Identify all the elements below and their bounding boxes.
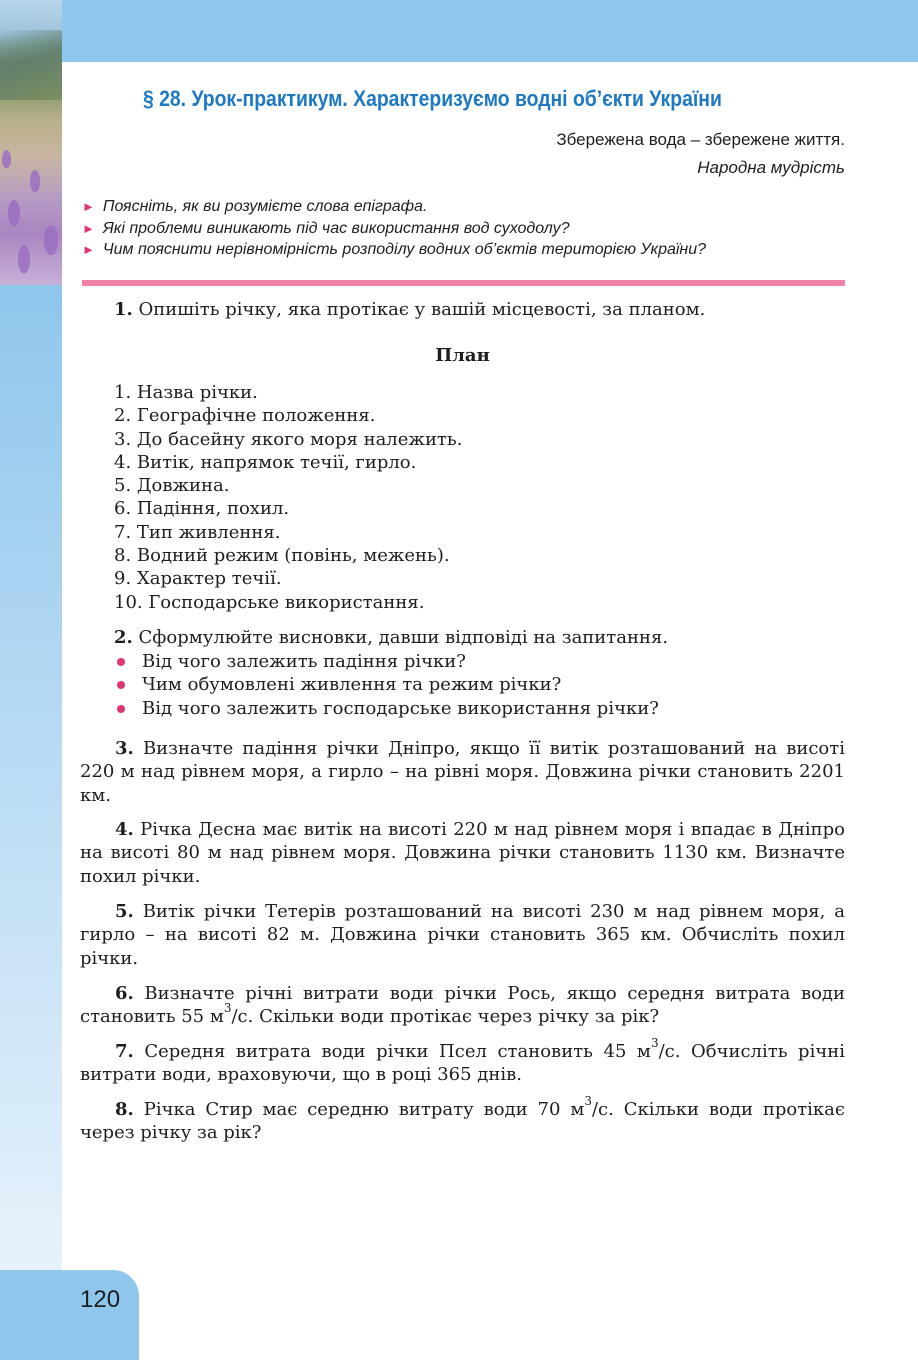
- task-5: [80, 900, 845, 970]
- side-band: [0, 285, 62, 1270]
- plan-list: [114, 381, 462, 614]
- task-number: 7.: [115, 1041, 134, 1062]
- task-number: 1.: [114, 299, 133, 320]
- superscript: 3: [223, 1001, 232, 1016]
- task-text: Середня витрата води річки Псел становить 45 м: [144, 1041, 651, 1062]
- mountain-image: [0, 30, 62, 100]
- task-1: [114, 298, 845, 321]
- question-item: ► Чим пояснити нерівномірність розподілу водних об’єктів територією України?: [82, 241, 707, 258]
- task-8: [80, 1094, 845, 1145]
- task-text: Сформулюйте висновки, давши відповіді на запитання.: [138, 627, 669, 648]
- plan-item: 10. Господарське використання.: [114, 591, 425, 613]
- plan-item: 7. Тип живлення.: [114, 521, 281, 543]
- plan-title: План: [435, 345, 490, 366]
- plan-item: 1. Назва річки.: [114, 382, 258, 403]
- intro-questions: [82, 196, 706, 261]
- question-item: ► Які проблеми виникають під час використання вод суходолу?: [82, 219, 570, 237]
- task-number: 5.: [115, 901, 134, 922]
- task-text: Витік річки Тетерів розташований на висоті 230 м над рівнем моря, а гирло – на висоті 82 м. Довжина річки становить 365 км. Обчисліть похил річки.: [80, 901, 845, 969]
- plan-item: 3. До басейну якого моря належить.: [114, 428, 463, 450]
- task-text: /с. Скільки води протікає через річку за рік?: [231, 1006, 660, 1028]
- task-4: [80, 818, 845, 888]
- plan-item: 9. Характер течії.: [114, 568, 282, 590]
- triangle-arrow-icon: ►: [82, 242, 95, 257]
- task-3: [80, 737, 845, 807]
- task-number: 6.: [115, 983, 134, 1004]
- task-7: [80, 1036, 845, 1087]
- bullet-item: Від чого залежить господарське використання річки?: [114, 697, 659, 720]
- crocus-flower: [8, 200, 20, 226]
- task-text: /с. Обчисліть річні витрати води, враховуючи, що в році 365 днів.: [80, 1041, 845, 1086]
- triangle-arrow-icon: ►: [82, 220, 95, 236]
- bullet-dot-icon: [117, 681, 125, 689]
- divider: [82, 280, 845, 286]
- task-text: Визначте річні витрати води річки Рось, якщо середня витрата води становить 55 м: [80, 983, 845, 1028]
- page-number-box: [0, 1270, 139, 1360]
- task-text: /с. Скільки води протікає через річку за рік?: [80, 1099, 845, 1144]
- plan-item: 5. Довжина.: [114, 475, 230, 497]
- superscript: 3: [650, 1036, 659, 1050]
- epigraph: Збережена вода – збережене життя.: [556, 130, 845, 149]
- task-number: 3.: [115, 738, 134, 759]
- task-number: 4.: [115, 819, 134, 840]
- epigraph-source: Народна мудрість: [697, 158, 845, 177]
- bullet-item: Чим обумовлені живлення та режим річки?: [114, 673, 659, 696]
- bullet-list: [114, 650, 659, 720]
- question-item: ► Поясніть, як ви розумієте слова епіграфа.: [82, 198, 428, 215]
- task-number: 8.: [115, 1099, 134, 1120]
- task-2: [114, 626, 845, 649]
- landscape-photo: [0, 0, 62, 285]
- plan-item: 8. Водний режим (повінь, межень).: [114, 545, 450, 567]
- plan-item: 2. Географічне положення.: [114, 405, 376, 427]
- header-band: [0, 0, 918, 62]
- plan-item: 4. Витік, напрямок течії, гирло.: [114, 451, 417, 473]
- plan-item: 6. Падіння, похил.: [114, 498, 290, 520]
- crocus-flower: [2, 150, 11, 168]
- crocus-flower: [30, 170, 40, 192]
- task-text: Визначте падіння річки Дніпро, якщо її витік розташований на висоті 220 м над рівнем моря, а гирло – на рівні моря. Довжина річки становить 2201 км.: [80, 738, 845, 806]
- task-text: Опишіть річку, яка протікає у вашій місцевості, за планом.: [138, 299, 706, 320]
- crocus-flower: [44, 225, 58, 255]
- task-number: 2.: [114, 627, 133, 648]
- crocus-flower: [18, 245, 30, 273]
- bullet-dot-icon: [117, 705, 125, 713]
- superscript: 3: [584, 1094, 592, 1108]
- task-text: Річка Десна має витік на висоті 220 м над рівнем моря і впадає в Дніпро на висоті 80 м над рівнем моря. Довжина річки становить 1130 км. Визначте похил річки.: [80, 819, 845, 887]
- task-text: Річка Стир має середню витрату води 70 м: [143, 1099, 585, 1120]
- triangle-arrow-icon: ►: [82, 199, 95, 214]
- section-title: § 28. Урок-практикум. Характеризуємо водні об’єкти України: [143, 86, 722, 111]
- bullet-item: Від чого залежить падіння річки?: [114, 650, 659, 673]
- page-number: 120: [80, 1286, 121, 1313]
- bullet-dot-icon: [117, 658, 125, 666]
- task-6: [80, 982, 845, 1029]
